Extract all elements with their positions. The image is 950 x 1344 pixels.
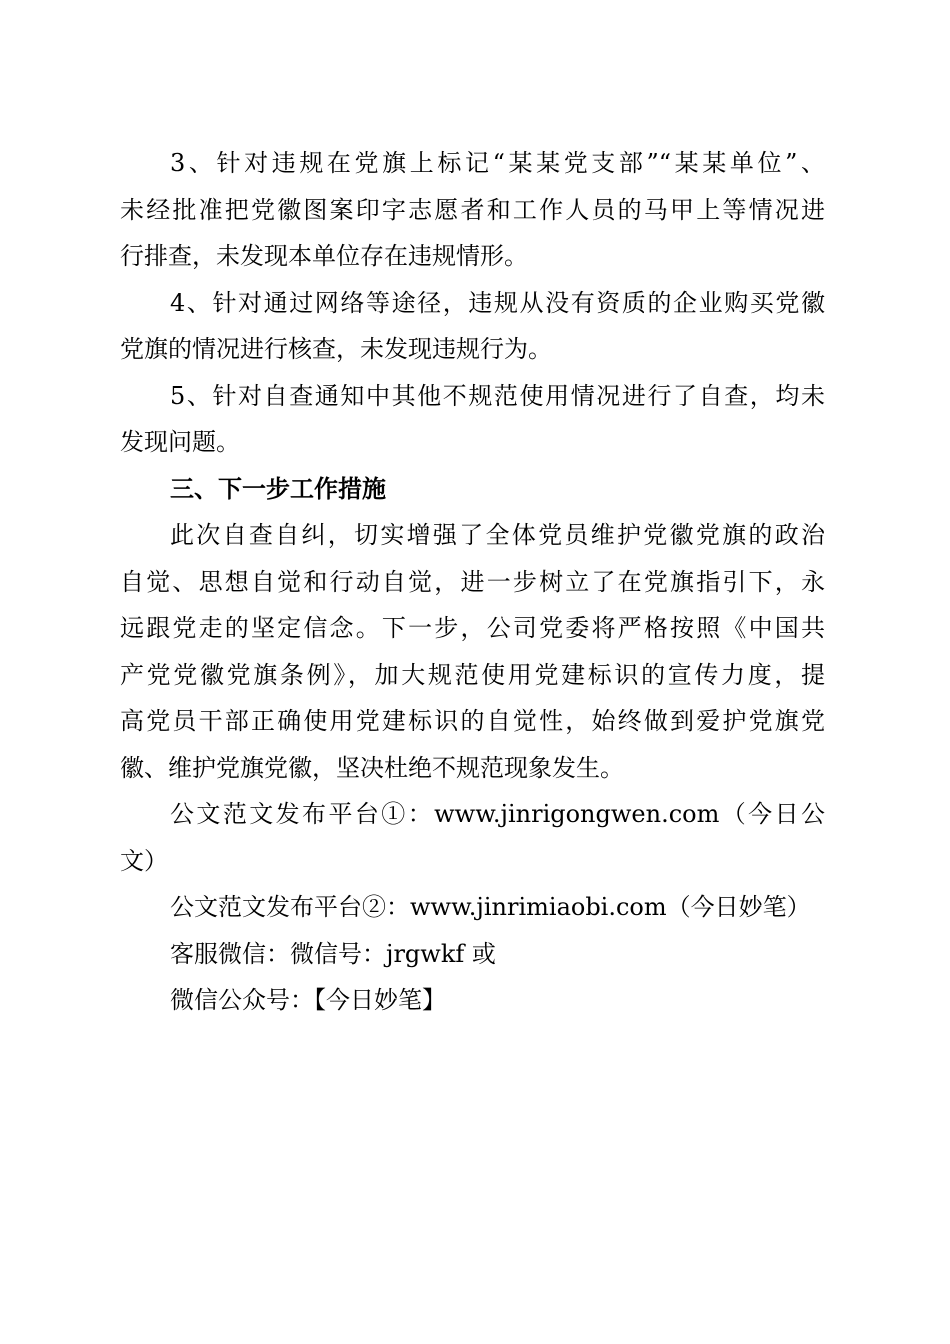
platform1-line-1: 公文范文发布平台①：www.jinrigongwen.com（今日公 [170,800,825,828]
measures-line-6: 徽、维护党旗党徽，坚决杜绝不规范现象发生。 [120,754,624,782]
measures-line-3: 远跟党走的坚定信念。下一步，公司党委将严格按照《中国共 [120,614,825,642]
wechat-official-line: 微信公众号：【今日妙笔】 [170,986,446,1014]
paragraph-3-line-2: 未经批准把党徽图案印字志愿者和工作人员的马甲上等情况进 [120,196,825,224]
paragraph-4-line-2: 党旗的情况进行核查，未发现违规行为。 [120,335,552,363]
measures-line-2: 自觉、思想自觉和行动自觉，进一步树立了在党旗指引下，永 [120,568,825,596]
wechat-service-line: 客服微信：微信号：jrgwkf 或 [170,940,496,968]
measures-line-1: 此次自查自纠，切实增强了全体党员维护党徽党旗的政治 [170,521,825,549]
section-heading: 三、下一步工作措施 [170,475,386,503]
measures-line-5: 高党员干部正确使用党建标识的自觉性，始终做到爱护党旗党 [120,707,825,735]
paragraph-5-line-1: 5、针对自查通知中其他不规范使用情况进行了自查，均未 [170,382,825,410]
paragraph-3-line-1: 3、针对违规在党旗上标记“某某党支部”“某某单位”、 [170,149,825,177]
measures-line-4: 产党党徽党旗条例》，加大规范使用党建标识的宣传力度，提 [120,661,825,689]
platform1-line-2: 文） [120,847,168,875]
paragraph-3-line-3: 行排查，未发现本单位存在违规情形。 [120,242,528,270]
platform2-line: 公文范文发布平台②：www.jinrimiaobi.com（今日妙笔） [170,893,811,921]
paragraph-4-line-1: 4、针对通过网络等途径，违规从没有资质的企业购买党徽 [170,289,825,317]
paragraph-5-line-2: 发现问题。 [120,428,240,456]
